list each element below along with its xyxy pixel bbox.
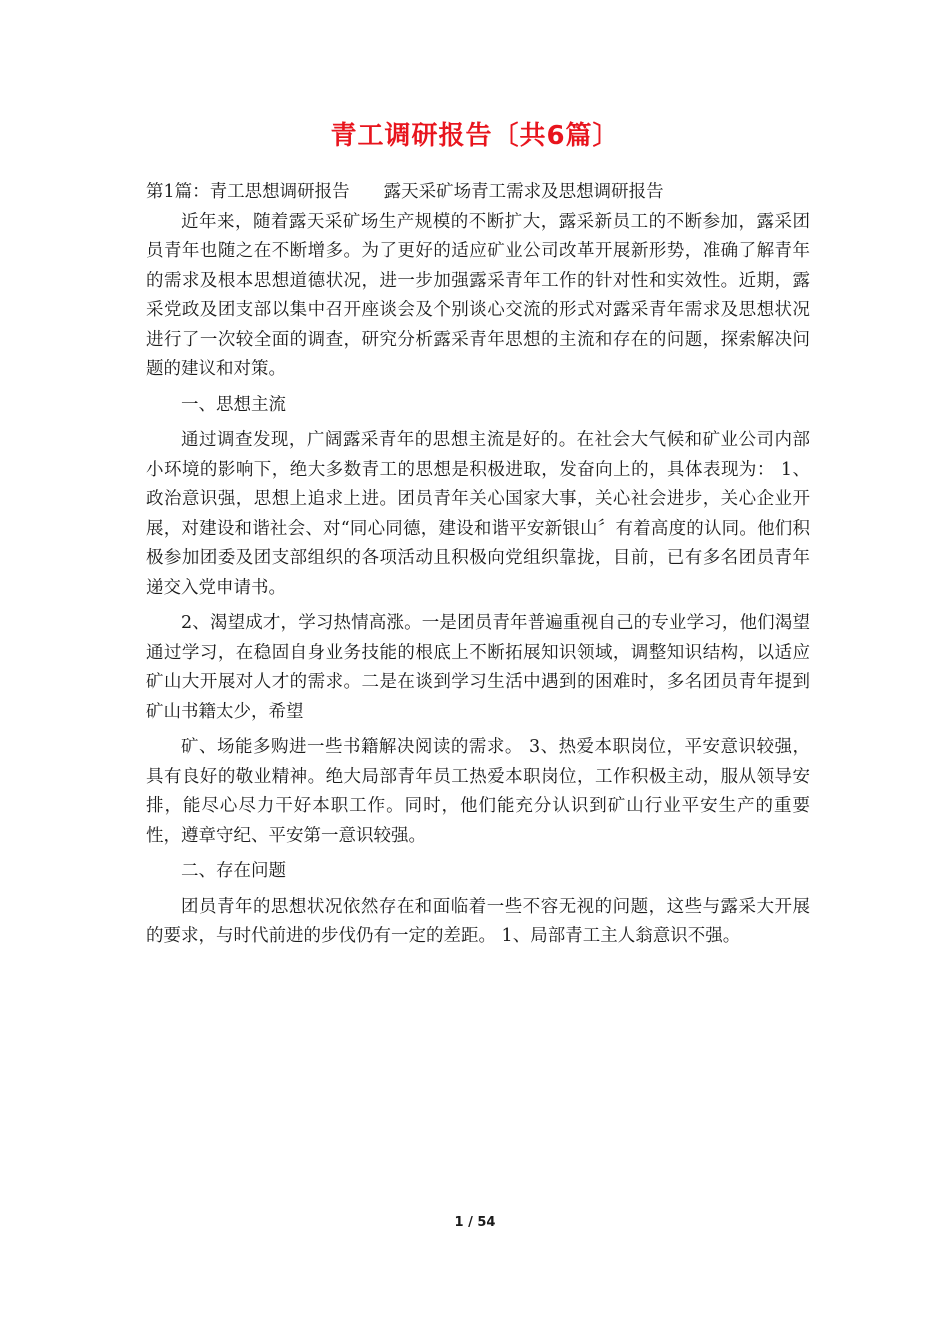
subtitle-left: 第1篇：青工思想调研报告	[146, 182, 350, 202]
page-number: 1 / 54	[454, 1215, 496, 1230]
subtitle-right: 露天采矿场青工需求及思想调研报告	[383, 182, 664, 202]
paragraph-problems: 团员青年的思想状况依然存在和面临着一些不容无视的问题，这些与露采大开展的要求，与时代前进的步伐仍有一定的差距。 1、局部青工主人翁意识不强。	[146, 896, 810, 946]
document-title: 青工调研报告〔共6篇〕	[330, 121, 620, 151]
paragraph-eager-to-learn: 2、渴望成才，学习热情高涨。一是团员青年普遍重视自己的专业学习，他们渴望通过学习，在稳固自身业务技能的根底上不断拓展知识领域，调整知识结构，以适应矿山大开展对人才的需求。二是在谈到学习生活中遇到的困难时，多名团员青年提到矿山书籍太少，希望	[146, 613, 810, 722]
section-heading-problems: 二、存在问题	[181, 861, 286, 881]
paragraph-job-love: 矿、场能多购进一些书籍解决阅读的需求。 3、热爱本职岗位，平安意识较强，具有良好的敬业精神。绝大局部青年员工热爱本职岗位，工作积极主动，服从领导安排，能尽心尽力干好本职工作。同时，他们能充分认识到矿山行业平安生产的重要性，遵章守纪、平安第一意识较强。	[146, 737, 810, 846]
section-heading-thought-mainstream: 一、思想主流	[181, 394, 286, 415]
paragraph-mainstream: 通过调查发现，广阔露采青年的思想主流是好的。在社会大气候和矿业公司内部小环境的影响下，绝大多数青工的思想是积极进取，发奋向上的，具体表现为： 1、政治意识强，思想上追求上进。团员青年关心国家大事，关心社会进步，关心企业开展，对建设和谐社会、对“同心同德，建设和谐平安新银山〞有着高度的认同。他们积极参加团委及团支部组织的各项活动且积极向党组织靠拢，目前，已有多名团员青年递交入党申请书。	[146, 430, 810, 598]
paragraph-intro: 近年来，随着露天采矿场生产规模的不断扩大，露采新员工的不断参加，露采团员青年也随之在不断增多。为了更好的适应矿业公司改革开展新形势，准确了解青年的需求及根本思想道德状况，进一步加强露采青年工作的针对性和实效性。近期，露采党政及团支部以集中召开座谈会及个别谈心交流的形式对露采青年需求及思想状况进行了一次较全面的调查，研究分析露采青年思想的主流和存在的问题，探索解决问题的建议和对策。	[146, 211, 810, 379]
document-subtitle	[146, 178, 810, 208]
document-body	[146, 178, 810, 952]
